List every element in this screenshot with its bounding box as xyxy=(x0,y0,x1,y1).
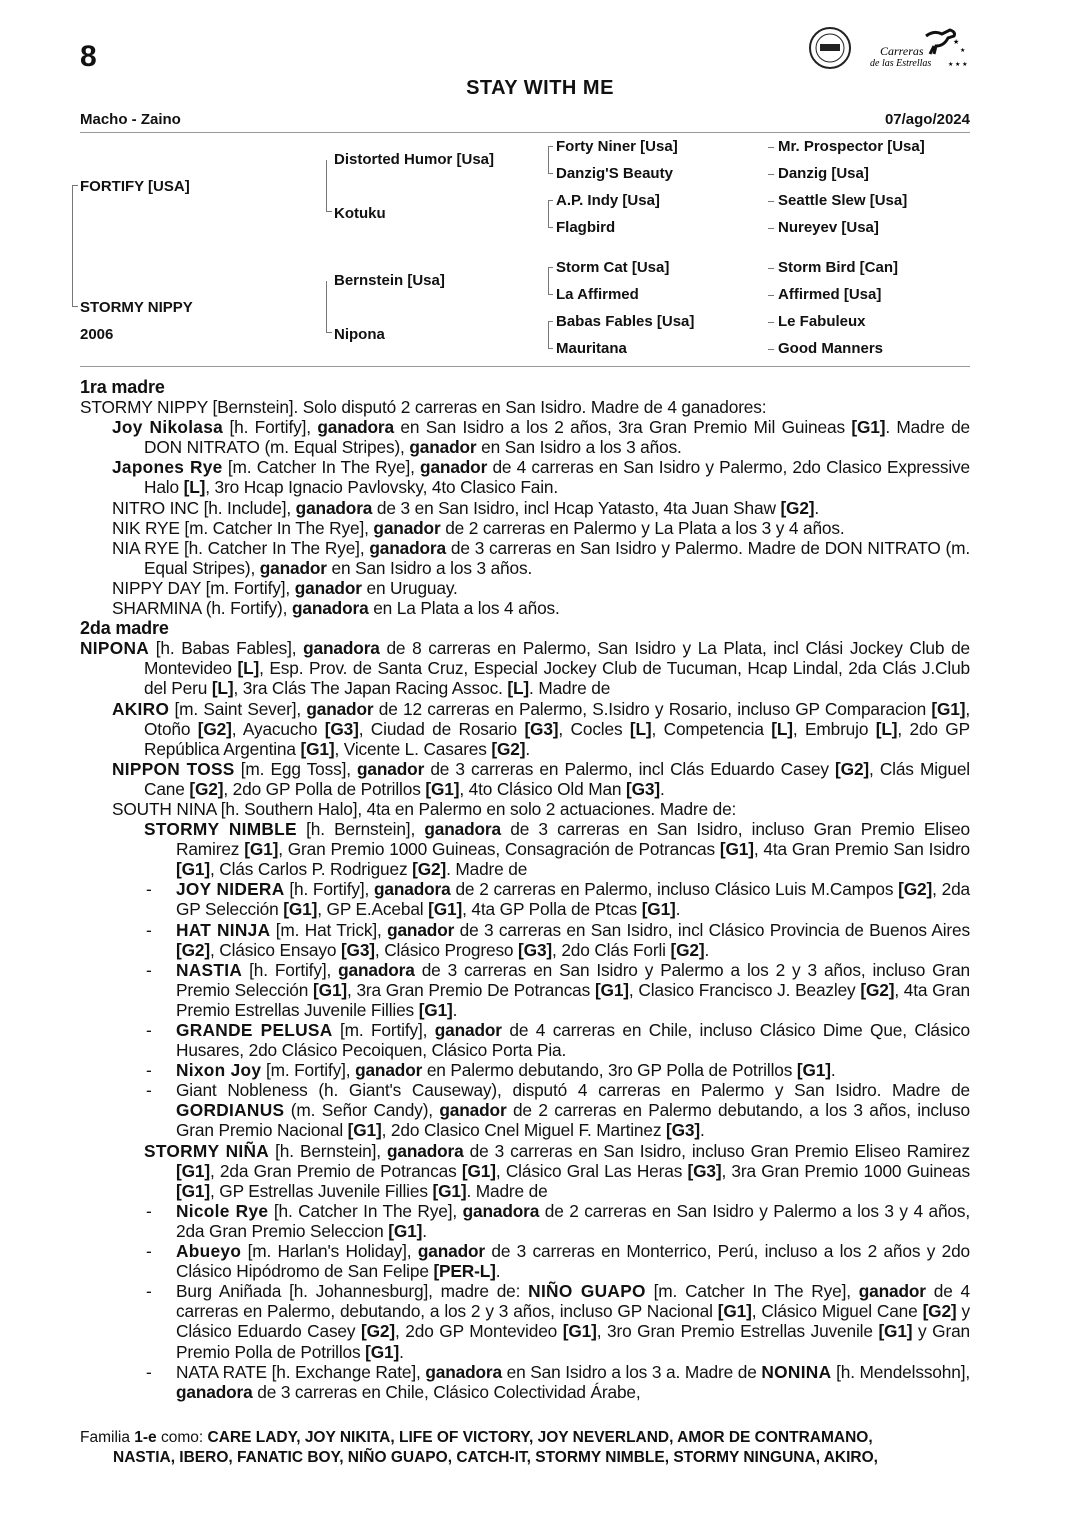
produce-entry: NIPPY DAY [m. Fortify], ganador en Uruguay. xyxy=(112,577,458,598)
produce-entry: - Nixon Joy [m. Fortify], ganador en Palermo debutando, 3ro GP Polla de Potrillos [G1]. xyxy=(146,1060,836,1081)
g4-1: Mr. Prospector [Usa] xyxy=(778,138,925,155)
family-code: 1-e xyxy=(134,1429,157,1446)
pedigree-rule xyxy=(80,366,970,367)
report-date: 07/ago/2024 xyxy=(884,111,970,128)
second-dam-heading: 2da madre xyxy=(80,618,169,639)
produce-record xyxy=(80,377,970,1402)
produce-entry: NITRO INC [h. Include], ganadora de 3 en San Isidro, incl Hcap Yatasto, 4ta Juan Shaw [G2]. xyxy=(112,497,820,518)
dam: STORMY NIPPY xyxy=(80,299,193,316)
lot-number: 8 xyxy=(80,40,97,73)
dam-sire: Bernstein [Usa] xyxy=(334,272,445,289)
family-line-2: NASTIA, IBERO, FANATIC BOY, NIÑO GUAPO, CATCH-IT, STORMY NIMBLE, STORMY NINGUNA, AKIRO, xyxy=(113,1449,878,1466)
dam-dam: Nipona xyxy=(334,326,385,343)
first-dam-line: STORMY NIPPY [Bernstein]. Solo disputó 2 carreras en San Isidro. Madre de 4 ganadores: xyxy=(80,397,767,418)
produce-entry: AKIRO [m. Saint Sever], ganador de 12 carreras en Palermo, S.Isidro y Rosario, incluso GP Comparacion [G1], Otoño [G2], Ayacucho [G3], Ciudad de Rosario [G3], Cocles [L], Competencia [L], Embrujo [L], 2do GP República Argentina [G1], Vicente L. Casares [G2]. xyxy=(112,698,970,759)
produce-entry: STORMY NIMBLE [h. Bernstein], ganadora de 3 carreras en San Isidro, incluso Gran Premio Eliseo Ramirez [G1], Gran Premio 1000 Guineas, Consagración de Potrancas [G1], 4ta Gran Premio San Isidro [G1], Clás Carlos P. Rodriguez [G2]. Madre de xyxy=(144,819,971,880)
g4-8: Good Manners xyxy=(778,340,884,357)
produce-entry: - NATA RATE [h. Exchange Rate], ganadora en San Isidro a los 3 a. Madre de NONINA [h. Mendelssohn], ganadora de 3 carreras en Chile, Clásico Colectividad Árabe, xyxy=(146,1361,970,1402)
produce-entry: - Nicole Rye [h. Catcher In The Rye], ganadora de 2 carreras en San Isidro y Palermo a los 3 y 4 años, 2da Gran Premio Seleccion [G1]. xyxy=(146,1200,971,1241)
g4-7: Le Fabuleux xyxy=(778,313,866,330)
produce-entry: - NASTIA [h. Fortify], ganadora de 3 carreras en San Isidro y Palermo a los 2 y 3 años, incluso Gran Premio Selección [G1], 3ra Gran Premio De Potrancas [G1], Clasico Francisco J. Beazley [G2], 4ta Gran Premio Estrellas Juvenile Fillies [G1]. xyxy=(146,959,970,1020)
produce-entry: - Abueyo [m. Harlan's Holiday], ganador de 3 carreras en Monterrico, Perú, incluso a los 2 años y 2do Clásico Hipódromo de San Felipe [PER-L]. xyxy=(146,1241,970,1282)
produce-entry: - JOY NIDERA [h. Fortify], ganadora de 2 carreras en Palermo, incluso Clásico Luis M.Campos [G2], 2da GP Selección [G1], GP E.Acebal [G1], 4ta GP Polla de Ptcas [G1]. xyxy=(146,879,970,920)
produce-entry: SOUTH NINA [h. Southern Halo], 4ta en Palermo en solo 2 actuaciones. Madre de: xyxy=(112,798,737,819)
produce-entry: - HAT NINJA [m. Hat Trick], ganador de 3 carreras en San Isidro, incl Clásico Provincia de Buenos Aires [G2], Clásico Ensayo [G3], Clásico Progreso [G3], 2do Clás Forli [G2]. xyxy=(146,919,970,960)
g3-1: Forty Niner [Usa] xyxy=(556,138,678,155)
sire-sire: Distorted Humor [Usa] xyxy=(334,151,495,168)
sire-dam: Kotuku xyxy=(334,205,386,222)
svg-text:★: ★ xyxy=(960,48,966,54)
sex-color: Macho - Zaino xyxy=(80,111,181,128)
g3-6: La Affirmed xyxy=(556,286,639,303)
first-dam-heading: 1ra madre xyxy=(80,377,165,397)
g3-4: Flagbird xyxy=(556,219,616,236)
g3-5: Storm Cat [Usa] xyxy=(556,259,670,276)
svg-text:Carreras: Carreras xyxy=(880,44,924,58)
g4-5: Storm Bird [Can] xyxy=(778,259,898,276)
g3-8: Mauritana xyxy=(556,340,627,357)
produce-entry: NIA RYE [h. Catcher In The Rye], ganadora de 3 carreras en San Isidro y Palermo. Madre de DON NITRATO (m. Equal Stripes), ganador en San Isidro a los 3 años. xyxy=(112,537,971,578)
family-line-1: CARE LADY, JOY NIKITA, LIFE OF VICTORY, JOY NEVERLAND, AMOR DE CONTRAMANO, xyxy=(207,1429,873,1446)
g3-2: Danzig'S Beauty xyxy=(556,165,673,182)
produce-entry: NIK RYE [m. Catcher In The Rye], ganador de 2 carreras en Palermo y La Plata a los 3 y 4 años. xyxy=(112,517,845,538)
g4-4: Nureyev [Usa] xyxy=(778,219,879,236)
g4-2: Danzig [Usa] xyxy=(778,165,869,182)
pedigree-table xyxy=(0,0,1080,380)
g3-3: A.P. Indy [Usa] xyxy=(556,192,660,209)
svg-text:★: ★ xyxy=(953,39,960,46)
svg-text:de las Estrellas: de las Estrellas xyxy=(870,58,932,69)
dam-year: 2006 xyxy=(80,326,114,343)
produce-entry: - GRANDE PELUSA [m. Fortify], ganador de 4 carreras en Chile, incluso Clásico Dime Que, Clásico Husares, 2do Clásico Pecoiquen, Clásico Porta Pia. xyxy=(146,1020,970,1061)
g3-7: Babas Fables [Usa] xyxy=(556,313,695,330)
produce-entry: SHARMINA (h. Fortify), ganadora en La Plata a los 4 años. xyxy=(112,598,560,619)
produce-entry: - Burg Aniñada [h. Johannesburg], madre de: NIÑO GUAPO [m. Catcher In The Rye], ganador de 4 carreras en Palermo, debutando, a los 2 y 3 años, incluso GP Nacional [G1], Clásico Miguel Cane [G2] y Clásico Eduardo Casey [G2], 2do GP Montevideo [G1], 3ro Gran Premio Estrellas Juvenile [G1] y Gran Premio Polla de Potrillos [G1]. xyxy=(146,1281,971,1362)
family-label: Familia xyxy=(80,1429,135,1446)
family-footer: Familia 1-e como: CARE LADY, JOY NIKITA, LIFE OF VICTORY, JOY NEVERLAND, AMOR DE CONTRAMANO, NASTIA, IBERO, FANATIC BOY, NIÑO GUAPO, CATCH-IT, STORMY NIMBLE, STORMY NINGUNA, AKIRO, xyxy=(80,1429,878,1466)
produce-entry: - Giant Nobleness (h. Giant's Causeway), disputó 4 carreras en Palermo y San Isidro. Madre de GORDIANUS (m. Señor Candy), ganador de 2 carreras en Palermo debutando, a los 3 años, incluso Gran Premio Nacional [G1], 2do Clasico Cnel Miguel F. Martinez [G3]. xyxy=(146,1080,970,1141)
svg-text:★ ★ ★: ★ ★ ★ xyxy=(948,62,968,68)
g4-3: Seattle Slew [Usa] xyxy=(778,192,908,209)
produce-entry: Joy Nikolasa [h. Fortify], ganadora en San Isidro a los 2 años, 3ra Gran Premio Mil Guineas [G1]. Madre de DON NITRATO (m. Equal Stripes), ganador en San Isidro a los 3 años. xyxy=(112,417,971,458)
produce-entry: STORMY NIÑA [h. Bernstein], ganadora de 3 carreras en San Isidro, incluso Gran Premio Eliseo Ramirez [G1], 2da Gran Premio de Potrancas [G1], Clásico Gral Las Heras [G3], 3ra Gran Premio 1000 Guineas [G1], GP Estrellas Juvenile Fillies [G1]. Madre de xyxy=(144,1140,971,1201)
horse-name: STAY WITH ME xyxy=(466,77,614,99)
g4-6: Affirmed [Usa] xyxy=(778,286,882,303)
produce-entry: NIPPON TOSS [m. Egg Toss], ganador de 3 carreras en Palermo, incl Clás Eduardo Casey [G2], Clás Miguel Cane [G2], 2do GP Polla de Potrillos [G1], 4to Clásico Old Man [G3]. xyxy=(112,758,970,799)
produce-entry: Japones Rye [m. Catcher In The Rye], ganador de 4 carreras en San Isidro y Palermo, 2do Clasico Expressive Halo [L], 3ro Hcap Ignacio Pavlovsky, 4to Clasico Fain. xyxy=(112,457,970,498)
sire: FORTIFY [USA] xyxy=(80,178,190,195)
second-dam-line: NIPONA [h. Babas Fables], ganadora de 8 carreras en Palermo, San Isidro y La Plata, incl Clási Jockey Club de Montevideo [L], Esp. Prov. de Santa Cruz, Especial Jockey Club de Tucuman, Hcap Lindal, 2da Clás J.Club del Peru [L], 3ra Clás The Japan Racing Assoc. [L]. Madre de xyxy=(80,638,970,699)
